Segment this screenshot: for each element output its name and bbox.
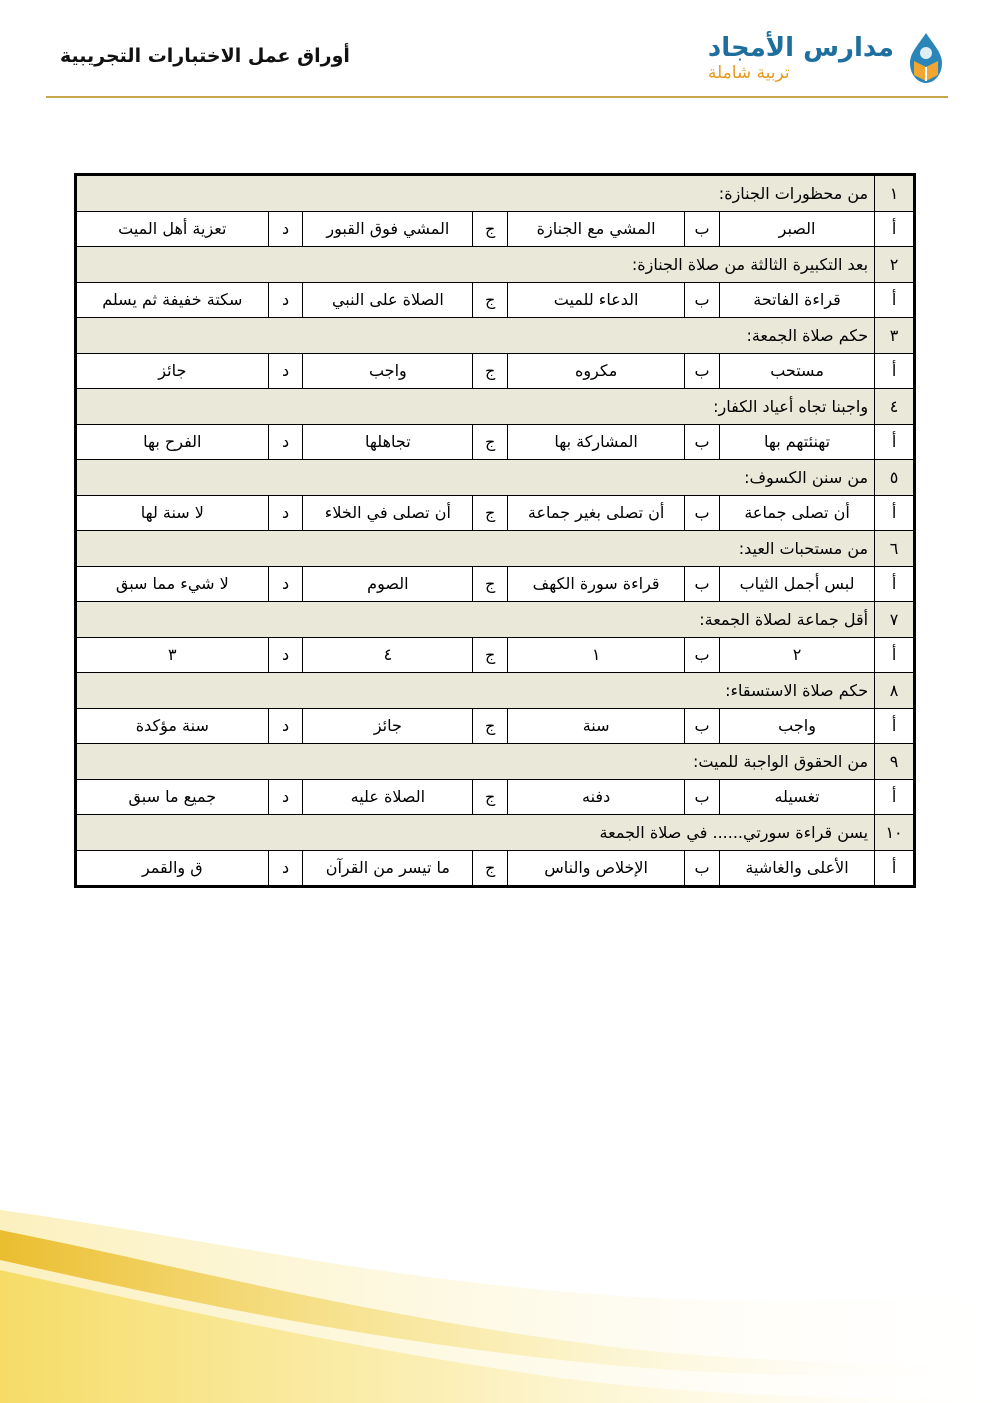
option-letter: د [268, 566, 303, 602]
option-letter: أ [875, 353, 915, 389]
option-letter: د [268, 850, 303, 887]
option-letter: أ [875, 424, 915, 460]
question-text: بعد التكبيرة الثالثة من صلاة الجنازة: [76, 247, 875, 283]
option-text: أن تصلى بغير جماعة [508, 495, 685, 531]
question-number: ٥ [875, 460, 915, 496]
option-letter: ب [685, 495, 720, 531]
options-row [76, 495, 915, 531]
option-text: مستحب [720, 353, 875, 389]
decorative-swoosh [0, 1150, 992, 1403]
option-text: جائز [76, 353, 269, 389]
option-letter: د [268, 779, 303, 815]
option-text: سنة [508, 708, 685, 744]
option-text: مكروه [508, 353, 685, 389]
option-text: قراءة الفاتحة [720, 282, 875, 318]
option-letter: ج [473, 424, 508, 460]
option-text: ما تيسر من القرآن [303, 850, 473, 887]
option-letter: ب [685, 708, 720, 744]
question-row [76, 815, 915, 851]
option-letter: ب [685, 850, 720, 887]
option-text: أن تصلى في الخلاء [303, 495, 473, 531]
question-row [76, 389, 915, 425]
option-text: سنة مؤكدة [76, 708, 269, 744]
option-text: الصلاة على النبي [303, 282, 473, 318]
header-divider [46, 96, 948, 98]
option-text: الصلاة عليه [303, 779, 473, 815]
option-letter: ج [473, 353, 508, 389]
option-letter: د [268, 708, 303, 744]
option-letter: ج [473, 495, 508, 531]
option-letter: د [268, 424, 303, 460]
option-letter: أ [875, 495, 915, 531]
question-number: ١٠ [875, 815, 915, 851]
option-letter: ب [685, 353, 720, 389]
option-letter: ب [685, 282, 720, 318]
option-text: المشي مع الجنازة [508, 211, 685, 247]
option-text: الصوم [303, 566, 473, 602]
question-row [76, 744, 915, 780]
option-text: جائز [303, 708, 473, 744]
question-text: يسن قراءة سورتي...... في صلاة الجمعة [76, 815, 875, 851]
option-text: تجاهلها [303, 424, 473, 460]
option-text: سكتة خفيفة ثم يسلم [76, 282, 269, 318]
option-text: الإخلاص والناس [508, 850, 685, 887]
option-letter: ب [685, 637, 720, 673]
option-text: واجب [720, 708, 875, 744]
options-row [76, 566, 915, 602]
options-row [76, 850, 915, 887]
option-letter: أ [875, 566, 915, 602]
school-drop-book-icon [904, 31, 948, 85]
option-text: ٢ [720, 637, 875, 673]
option-text: واجب [303, 353, 473, 389]
question-row [76, 602, 915, 638]
question-number: ٢ [875, 247, 915, 283]
option-text: لا سنة لها [76, 495, 269, 531]
option-letter: أ [875, 637, 915, 673]
question-text: من الحقوق الواجبة للميت: [76, 744, 875, 780]
option-text: ق والقمر [76, 850, 269, 887]
option-letter: د [268, 353, 303, 389]
document-title: أوراق عمل الاختبارات التجريبية [60, 45, 350, 67]
question-row [76, 531, 915, 567]
option-text: قراءة سورة الكهف [508, 566, 685, 602]
options-row [76, 211, 915, 247]
question-number: ٧ [875, 602, 915, 638]
option-text: تهنئتهم بها [720, 424, 875, 460]
question-row [76, 460, 915, 496]
option-letter: ج [473, 211, 508, 247]
option-letter: ب [685, 424, 720, 460]
option-text: تعزية أهل الميت [76, 211, 269, 247]
option-text: ١ [508, 637, 685, 673]
option-text: الدعاء للميت [508, 282, 685, 318]
question-row [76, 247, 915, 283]
option-letter: ج [473, 708, 508, 744]
question-number: ٦ [875, 531, 915, 567]
question-text: حكم صلاة الاستسقاء: [76, 673, 875, 709]
option-letter: أ [875, 282, 915, 318]
option-letter: أ [875, 211, 915, 247]
option-text: دفنه [508, 779, 685, 815]
option-text: جميع ما سبق [76, 779, 269, 815]
options-row [76, 779, 915, 815]
options-row [76, 708, 915, 744]
quiz-table [74, 173, 916, 888]
option-text: ٣ [76, 637, 269, 673]
question-number: ٩ [875, 744, 915, 780]
question-number: ٨ [875, 673, 915, 709]
option-text: المشاركة بها [508, 424, 685, 460]
option-letter: أ [875, 708, 915, 744]
option-text: لا شيء مما سبق [76, 566, 269, 602]
option-text: الفرح بها [76, 424, 269, 460]
option-letter: ج [473, 282, 508, 318]
question-text: من مستحبات العيد: [76, 531, 875, 567]
question-text: من سنن الكسوف: [76, 460, 875, 496]
option-text: لبس أجمل الثياب [720, 566, 875, 602]
question-text: واجبنا تجاه أعياد الكفار: [76, 389, 875, 425]
question-row [76, 673, 915, 709]
option-letter: أ [875, 850, 915, 887]
option-letter: أ [875, 779, 915, 815]
logo-tagline: تربية شاملة [707, 63, 790, 83]
question-number: ٣ [875, 318, 915, 354]
question-text: أقل جماعة لصلاة الجمعة: [76, 602, 875, 638]
options-row [76, 424, 915, 460]
option-letter: ب [685, 211, 720, 247]
options-row [76, 637, 915, 673]
option-letter: د [268, 495, 303, 531]
question-row [76, 318, 915, 354]
option-letter: ب [685, 566, 720, 602]
option-text: تغسيله [720, 779, 875, 815]
option-letter: ج [473, 566, 508, 602]
option-letter: ج [473, 637, 508, 673]
question-number: ٤ [875, 389, 915, 425]
option-letter: ب [685, 779, 720, 815]
option-text: الأعلى والغاشية [720, 850, 875, 887]
option-text: الصبر [720, 211, 875, 247]
option-letter: ج [473, 779, 508, 815]
school-logo [708, 30, 948, 86]
question-text: حكم صلاة الجمعة: [76, 318, 875, 354]
question-text: من محظورات الجنازة: [76, 175, 875, 212]
question-row [76, 175, 915, 212]
option-letter: د [268, 211, 303, 247]
options-row [76, 353, 915, 389]
option-text: المشي فوق القبور [303, 211, 473, 247]
option-letter: د [268, 637, 303, 673]
options-row [76, 282, 915, 318]
option-text: أن تصلى جماعة [720, 495, 875, 531]
logo-name: مدارس الأمجاد [707, 33, 894, 63]
question-number: ١ [875, 175, 915, 212]
option-text: ٤ [303, 637, 473, 673]
option-letter: د [268, 282, 303, 318]
option-letter: ج [473, 850, 508, 887]
